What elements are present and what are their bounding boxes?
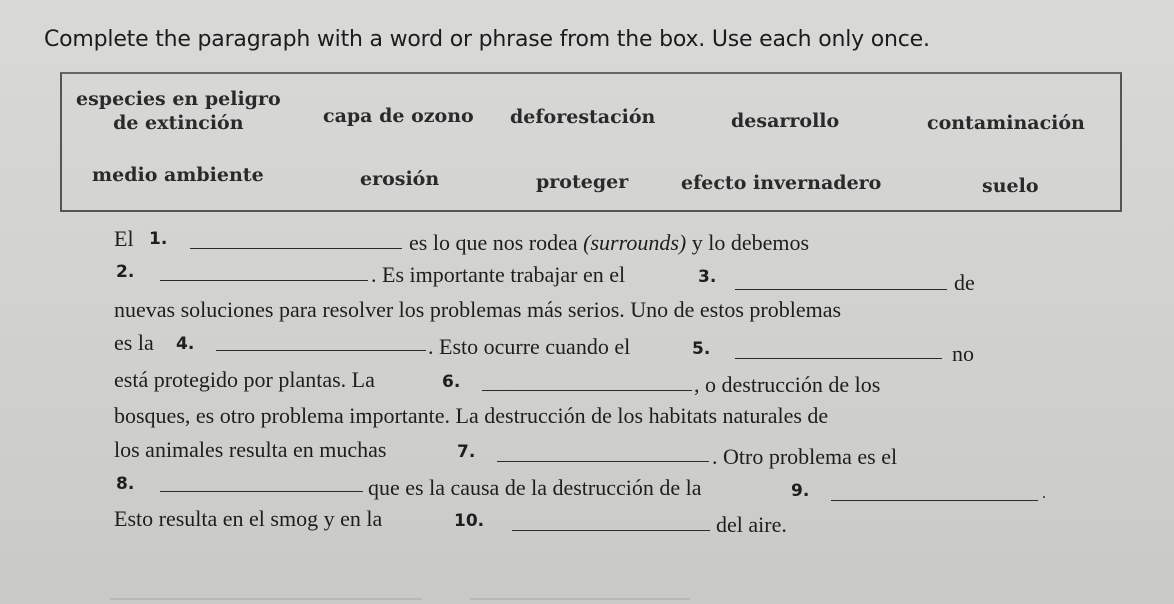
- paragraph-text: es la: [114, 330, 154, 355]
- paragraph-text: Esto resulta en el smog y en la: [114, 506, 383, 531]
- word-bank-item: desarrollo: [731, 110, 840, 132]
- word-bank-item: capa de ozono: [323, 105, 474, 127]
- paragraph-italic-text: (surrounds): [583, 230, 687, 255]
- word-bank-item-line: especies en peligro: [76, 88, 281, 110]
- word-bank-item: efecto invernadero: [681, 172, 882, 194]
- paragraph-text-segment: es lo que nos rodea: [409, 230, 578, 255]
- answer-blank-8[interactable]: [160, 491, 363, 492]
- item-number: 7.: [457, 442, 476, 462]
- paragraph-text: .: [1042, 485, 1046, 502]
- answer-blank-10[interactable]: [512, 530, 710, 531]
- paragraph-text: está protegido por plantas. La: [114, 367, 375, 392]
- paragraph-text: El: [114, 226, 134, 251]
- instructions: Complete the paragraph with a word or phrase from the box. Use each only once.: [44, 27, 930, 52]
- page-bottom-rule: [110, 598, 422, 600]
- paragraph-text: que es la causa de la destrucción de la: [368, 475, 702, 500]
- word-bank-item: medio ambiente: [92, 164, 264, 186]
- item-number: 1.: [149, 229, 168, 249]
- paragraph-text: . Esto ocurre cuando el: [428, 334, 631, 359]
- paragraph-text: los animales resulta en muchas: [114, 437, 387, 462]
- page-bottom-rule: [470, 598, 690, 600]
- item-number: 4.: [176, 334, 195, 354]
- answer-blank-3[interactable]: [735, 289, 947, 290]
- word-bank-item: suelo: [982, 175, 1039, 197]
- item-number: 6.: [442, 372, 461, 392]
- answer-blank-5[interactable]: [735, 358, 942, 359]
- word-bank-item: contaminación: [927, 112, 1085, 134]
- item-number: 8.: [116, 474, 135, 494]
- word-bank-item: erosión: [360, 168, 440, 190]
- paragraph-text: del aire.: [716, 512, 787, 537]
- paragraph-text: bosques, es otro problema importante. La destrucción de los habitats naturales de: [114, 403, 829, 428]
- item-number: 9.: [791, 481, 810, 501]
- word-bank-item-line: de extinción: [113, 112, 244, 134]
- paragraph-text-segment: y lo debemos: [691, 230, 810, 255]
- item-number: 3.: [698, 267, 717, 287]
- paragraph-text: . Es importante trabajar en el: [371, 262, 626, 287]
- paragraph-text: , o destrucción de los: [694, 372, 881, 397]
- paragraph-text: de: [954, 270, 975, 295]
- paragraph-text: nuevas soluciones para resolver los problemas más serios. Uno de estos problemas: [114, 297, 842, 322]
- answer-blank-7[interactable]: [497, 461, 709, 462]
- answer-blank-6[interactable]: [482, 390, 692, 391]
- paragraph-text: [409, 230, 809, 256]
- answer-blank-1[interactable]: [190, 248, 402, 249]
- item-number: 2.: [116, 262, 135, 282]
- paragraph-text: . Otro problema es el: [712, 444, 898, 469]
- word-bank-item: proteger: [536, 171, 629, 193]
- item-number: 10.: [454, 511, 485, 531]
- word-bank-item: deforestación: [510, 106, 656, 128]
- answer-blank-4[interactable]: [216, 350, 426, 351]
- answer-blank-2[interactable]: [160, 280, 368, 281]
- paragraph-text: no: [952, 341, 974, 366]
- answer-blank-9[interactable]: [831, 500, 1038, 501]
- item-number: 5.: [692, 339, 711, 359]
